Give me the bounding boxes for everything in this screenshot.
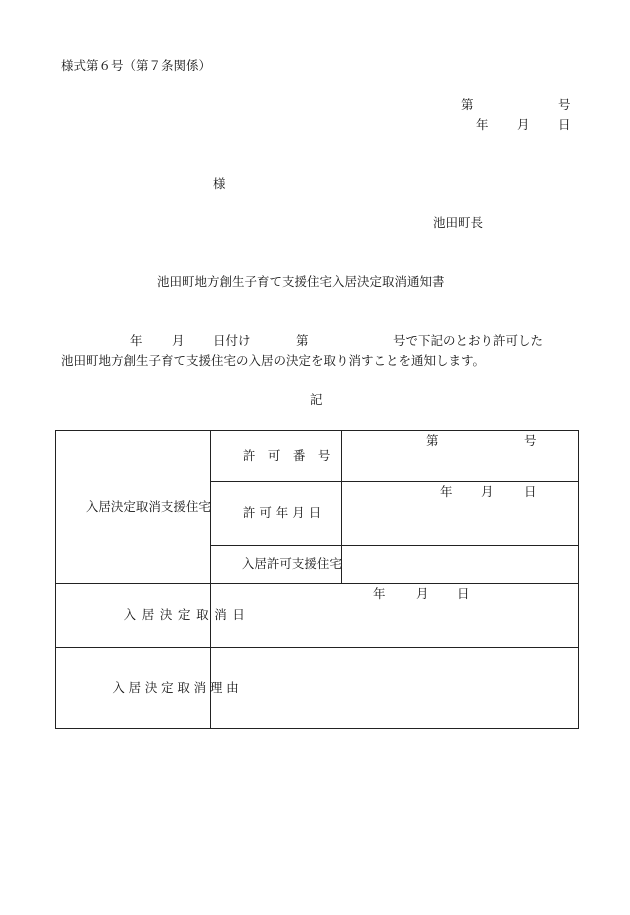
doc-date-day: 日 — [558, 117, 571, 132]
body-month: 月 — [172, 333, 185, 348]
cancel-date-year: 年 — [373, 586, 386, 601]
doc-date-year: 年 — [476, 117, 489, 132]
cancel-date-label-cell — [56, 584, 251, 648]
permit-date-label: 許 可 年 月 日 — [242, 505, 322, 520]
cancel-reason-label: 入居決定取消理由 — [112, 680, 243, 695]
group-label: 入居決定取消支援住宅 — [85, 498, 211, 514]
body-dai: 第 — [296, 333, 309, 348]
body-date-suffix: 日付け — [213, 333, 251, 348]
permit-house-field[interactable] — [342, 545, 579, 584]
permit-house-label: 入居許可支援住宅 — [241, 556, 342, 571]
table-row — [56, 584, 579, 648]
permit-number-go: 号 — [524, 433, 537, 448]
document-title: 池田町地方創生子育て支援住宅入居決定取消通知書 — [157, 274, 445, 289]
cancellation-details-table — [55, 430, 579, 729]
doc-date-month: 月 — [517, 117, 530, 132]
doc-number-go: 号 — [558, 97, 571, 112]
permit-number-dai: 第 — [426, 433, 439, 448]
issuer-title: 池田町長 — [433, 215, 484, 230]
body-year: 年 — [130, 333, 143, 348]
permit-date-month: 月 — [481, 484, 494, 499]
form-number: 様式第６号（第７条関係） — [61, 58, 212, 73]
permit-date-year: 年 — [440, 484, 453, 499]
cancel-date-month: 月 — [416, 586, 429, 601]
permit-number-field[interactable] — [342, 431, 579, 482]
cancel-date-day: 日 — [457, 586, 470, 601]
group-label-cell — [56, 431, 211, 584]
permit-number-label: 許 可 番 号 — [242, 447, 331, 463]
permit-house-label-cell — [211, 545, 342, 584]
permit-date-day: 日 — [524, 484, 537, 499]
permit-number-label-cell — [211, 431, 342, 482]
addressee-suffix: 様 — [213, 176, 226, 191]
permit-date-label-cell — [211, 482, 342, 546]
ki-heading: 記 — [310, 392, 323, 407]
body-go-text: 号で下記のとおり許可した — [393, 333, 544, 348]
table-row — [56, 647, 579, 728]
doc-number-dai: 第 — [461, 97, 474, 112]
permit-date-field[interactable] — [342, 482, 579, 546]
table-row — [56, 431, 579, 482]
cancel-date-field[interactable] — [211, 584, 579, 648]
body-line-2: 池田町地方創生子育て支援住宅の入居の決定を取り消すことを通知します。 — [61, 353, 486, 368]
cancel-reason-field[interactable] — [211, 647, 579, 728]
cancel-date-label: 入居決定取消日 — [123, 607, 251, 622]
cancel-reason-label-cell — [56, 647, 243, 728]
